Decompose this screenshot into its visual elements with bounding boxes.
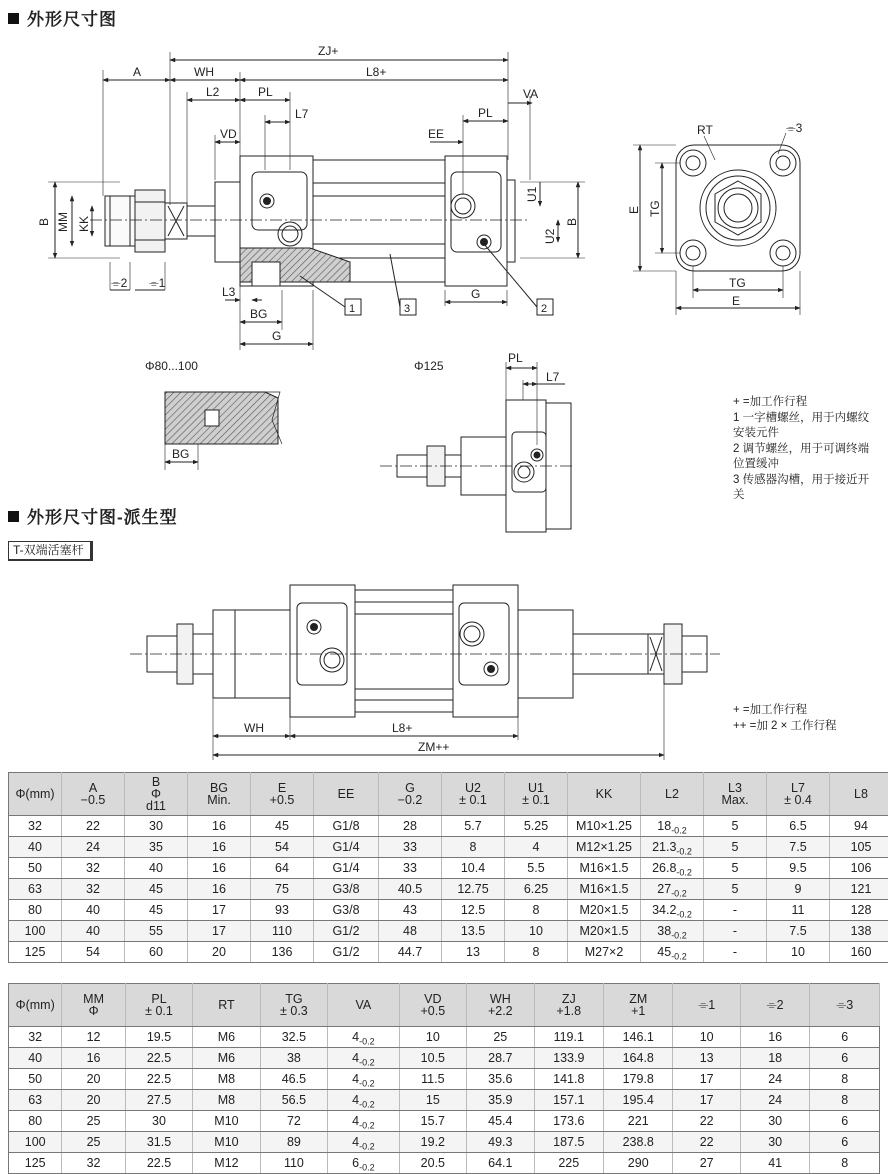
table-cell: 17 xyxy=(188,921,251,942)
table-cell: $4_{-0.2}$ xyxy=(328,1027,399,1048)
column-header: KK xyxy=(568,773,641,816)
table-cell: $4_{-0.2}$ xyxy=(328,1111,399,1132)
table-cell: 89 xyxy=(260,1132,327,1153)
table-cell: 10 xyxy=(399,1027,466,1048)
table-cell: 16 xyxy=(188,879,251,900)
table-cell: 33 xyxy=(379,858,442,879)
table-cell: 8 xyxy=(505,900,568,921)
column-header: BG Min. xyxy=(188,773,251,816)
table-cell: 10 xyxy=(505,921,568,942)
table-cell: 4 xyxy=(505,837,568,858)
callout-3: 3 xyxy=(404,303,410,315)
table-cell: 22 xyxy=(62,816,125,837)
dim-label-pl: PL xyxy=(258,85,273,99)
table-cell: 20 xyxy=(62,1090,125,1111)
dim-label-zj: ZJ+ xyxy=(318,44,338,58)
table-cell: 72 xyxy=(260,1111,327,1132)
table-cell: M6 xyxy=(193,1027,260,1048)
table-row xyxy=(9,816,888,837)
table-cell: 16 xyxy=(62,1048,125,1069)
table-cell: $4_{-0.2}$ xyxy=(328,1132,399,1153)
table-row xyxy=(9,1027,880,1048)
detail-label-bg: BG xyxy=(172,447,189,461)
table-cell: 19.2 xyxy=(399,1132,466,1153)
table-cell: 119.1 xyxy=(534,1027,603,1048)
dim-label-a: A xyxy=(133,65,141,79)
table-cell: 40 xyxy=(62,921,125,942)
column-header: U2 ± 0.1 xyxy=(442,773,505,816)
table-cell: M20×1.5 xyxy=(568,900,641,921)
table-cell: 179.8 xyxy=(604,1069,673,1090)
table-cell: 24 xyxy=(740,1090,809,1111)
table-cell: 55 xyxy=(125,921,188,942)
dim-label-rt: RT xyxy=(697,123,713,137)
column-header: L3 Max. xyxy=(704,773,767,816)
table-cell: 30 xyxy=(125,1111,192,1132)
table-cell: 125 xyxy=(9,942,62,963)
table-cell: 54 xyxy=(62,942,125,963)
table-cell: M12×1.25 xyxy=(568,837,641,858)
table-cell: M20×1.5 xyxy=(568,921,641,942)
table-cell: 6 xyxy=(810,1027,880,1048)
dim-label-u1: U1 xyxy=(525,186,539,202)
spec-table-1 xyxy=(8,772,888,963)
table-cell: 40 xyxy=(125,858,188,879)
detail-label-pl: PL xyxy=(508,351,523,365)
table-cell: G1/8 xyxy=(314,816,379,837)
table-cell: - xyxy=(704,942,767,963)
notes-variant: + =加工作行程 ++ =加 2 × 工作行程 xyxy=(733,703,837,734)
table-cell: 8 xyxy=(810,1069,880,1090)
detail-title-125: Φ125 xyxy=(414,359,444,373)
table-cell: 41 xyxy=(740,1153,809,1174)
column-header: VA xyxy=(328,984,399,1027)
dim-label-l8: L8+ xyxy=(366,65,386,79)
table-cell: 56.5 xyxy=(260,1090,327,1111)
table-row xyxy=(9,921,888,942)
dim-label-u2: U2 xyxy=(543,228,557,244)
table-cell: 6 xyxy=(810,1048,880,1069)
table-cell: 13 xyxy=(442,942,505,963)
table-cell: 30 xyxy=(125,816,188,837)
table-cell: 221 xyxy=(604,1111,673,1132)
column-header: B Φ d11 xyxy=(125,773,188,816)
table-cell: 40.5 xyxy=(379,879,442,900)
table-cell: $45_{-0.2}$ xyxy=(641,942,704,963)
table-cell: 121 xyxy=(830,879,888,900)
table-cell: 40 xyxy=(9,837,62,858)
table-cell: M6 xyxy=(193,1048,260,1069)
table-cell: 44.7 xyxy=(379,942,442,963)
table-cell: 80 xyxy=(9,1111,62,1132)
table-cell: 45 xyxy=(125,879,188,900)
table-cell: - xyxy=(704,921,767,942)
table-cell: 105 xyxy=(830,837,888,858)
notes-main: + =加工作行程 1 一字槽螺丝，用于内螺纹 安装元件 2 调节螺丝，用于可调终端 位置缓冲 3 传感器沟槽，用于接近开 关 xyxy=(733,395,869,504)
table-row xyxy=(9,837,888,858)
table-row xyxy=(9,1153,880,1174)
table-cell: 35.6 xyxy=(467,1069,534,1090)
table-cell: 35 xyxy=(125,837,188,858)
table-cell: 11 xyxy=(767,900,830,921)
table-cell: 32 xyxy=(9,816,62,837)
table-cell: 15.7 xyxy=(399,1111,466,1132)
callout-1: 1 xyxy=(349,303,355,315)
table-cell: 17 xyxy=(673,1090,740,1111)
table-cell: 106 xyxy=(830,858,888,879)
table-cell: 32.5 xyxy=(260,1027,327,1048)
table-cell: 110 xyxy=(251,921,314,942)
table-cell: 28 xyxy=(379,816,442,837)
table-cell: 48 xyxy=(379,921,442,942)
table-cell: 45 xyxy=(251,816,314,837)
table-cell: 13 xyxy=(673,1048,740,1069)
dim-label-e-vertical: E xyxy=(627,206,641,214)
table-cell: 15 xyxy=(399,1090,466,1111)
table-cell: 125 xyxy=(9,1153,62,1174)
column-header: VD +0.5 xyxy=(399,984,466,1027)
table-cell: 100 xyxy=(9,921,62,942)
column-header: ⌯2 xyxy=(740,984,809,1027)
dim-label-l7: L7 xyxy=(295,107,309,121)
table-cell: 30 xyxy=(740,1111,809,1132)
table-cell: 10 xyxy=(673,1027,740,1048)
column-header: ZM +1 xyxy=(604,984,673,1027)
table-cell: 9.5 xyxy=(767,858,830,879)
dim-label-g-rear: G xyxy=(471,287,480,301)
detail-125 xyxy=(380,362,575,532)
variant-label-wh: WH xyxy=(244,721,264,735)
table-cell: 6.5 xyxy=(767,816,830,837)
dim-label-pl-rear: PL xyxy=(478,106,493,120)
column-header: G −0.2 xyxy=(379,773,442,816)
table-cell: 100 xyxy=(9,1132,62,1153)
table-row xyxy=(9,900,888,921)
table-cell: $21.3_{-0.2}$ xyxy=(641,837,704,858)
table-row xyxy=(9,858,888,879)
column-header: PL ± 0.1 xyxy=(125,984,192,1027)
column-header: L8 xyxy=(830,773,888,816)
table-cell: 54 xyxy=(251,837,314,858)
table-cell: 27.5 xyxy=(125,1090,192,1111)
column-header: E +0.5 xyxy=(251,773,314,816)
table-cell: 30 xyxy=(740,1132,809,1153)
section-title-variant: 外形尺寸图-派生型 xyxy=(8,503,178,528)
callout-2: 2 xyxy=(541,303,547,315)
table-cell: 32 xyxy=(62,858,125,879)
rod-end-side xyxy=(105,182,240,262)
column-header: ⌯3 xyxy=(810,984,880,1027)
table-cell: 94 xyxy=(830,816,888,837)
table-cell: $26.8_{-0.2}$ xyxy=(641,858,704,879)
dim-label-mm: MM xyxy=(56,212,70,232)
column-header: EE xyxy=(314,773,379,816)
table-row xyxy=(9,1069,880,1090)
column-header: WH +2.2 xyxy=(467,984,534,1027)
table-cell: 8 xyxy=(505,942,568,963)
table-cell: 20 xyxy=(62,1069,125,1090)
table-cell: 18 xyxy=(740,1048,809,1069)
table-cell: 43 xyxy=(379,900,442,921)
table-cell: 8 xyxy=(810,1153,880,1174)
dim-label-ee: EE xyxy=(428,127,444,141)
table-cell: 133.9 xyxy=(534,1048,603,1069)
table-cell: G3/8 xyxy=(314,900,379,921)
table-cell: 157.1 xyxy=(534,1090,603,1111)
table-cell: 110 xyxy=(260,1153,327,1174)
table-cell: 75 xyxy=(251,879,314,900)
column-header: TG ± 0.3 xyxy=(260,984,327,1027)
table-cell: $4_{-0.2}$ xyxy=(328,1069,399,1090)
table-cell: 187.5 xyxy=(534,1132,603,1153)
table-cell: 10.4 xyxy=(442,858,505,879)
variant-label-zm: ZM++ xyxy=(418,740,449,754)
table-cell: 45 xyxy=(125,900,188,921)
double-rod-cylinder xyxy=(130,585,720,717)
variant-label-l8: L8+ xyxy=(392,721,412,735)
table-cell: 64.1 xyxy=(467,1153,534,1174)
column-header: ZJ +1.8 xyxy=(534,984,603,1027)
table-cell: M27×2 xyxy=(568,942,641,963)
table-cell: M8 xyxy=(193,1069,260,1090)
table-cell: 12 xyxy=(62,1027,125,1048)
table-cell: 164.8 xyxy=(604,1048,673,1069)
table-cell: 17 xyxy=(673,1069,740,1090)
table-cell: 5.5 xyxy=(505,858,568,879)
table-cell: 290 xyxy=(604,1153,673,1174)
table-cell: M12 xyxy=(193,1153,260,1174)
table-cell: 63 xyxy=(9,879,62,900)
table-cell: 32 xyxy=(9,1027,62,1048)
detail-title-80-100: Φ80...100 xyxy=(145,359,198,373)
table-cell: 25 xyxy=(467,1027,534,1048)
table-cell: 8 xyxy=(442,837,505,858)
table-cell: 16 xyxy=(188,858,251,879)
table-cell: 93 xyxy=(251,900,314,921)
table-cell: 38 xyxy=(260,1048,327,1069)
table-cell: 9 xyxy=(767,879,830,900)
column-header: Φ(mm) xyxy=(9,773,62,816)
table-cell: 8 xyxy=(810,1090,880,1111)
table-cell: 16 xyxy=(740,1027,809,1048)
table-row xyxy=(9,1090,880,1111)
table-cell: 19.5 xyxy=(125,1027,192,1048)
table-cell: $4_{-0.2}$ xyxy=(328,1090,399,1111)
table-cell: $27_{-0.2}$ xyxy=(641,879,704,900)
table-cell: 128 xyxy=(830,900,888,921)
column-header: RT xyxy=(193,984,260,1027)
table-cell: 22 xyxy=(673,1132,740,1153)
table-cell: G1/2 xyxy=(314,921,379,942)
table-cell: 35.9 xyxy=(467,1090,534,1111)
rear-cover xyxy=(445,156,515,286)
table-cell: 146.1 xyxy=(604,1027,673,1048)
table-cell: $4_{-0.2}$ xyxy=(328,1048,399,1069)
table-cell: 16 xyxy=(188,837,251,858)
table-cell: 25 xyxy=(62,1132,125,1153)
dim-label-vd: VD xyxy=(220,127,237,141)
dim-label-l2: L2 xyxy=(206,85,220,99)
table-cell: 80 xyxy=(9,900,62,921)
dim-label-e: E xyxy=(732,294,740,308)
table-cell: 50 xyxy=(9,858,62,879)
table-cell: 136 xyxy=(251,942,314,963)
table-cell: 46.5 xyxy=(260,1069,327,1090)
table-cell: 40 xyxy=(62,900,125,921)
table-cell: 10 xyxy=(767,942,830,963)
table-cell: 49.3 xyxy=(467,1132,534,1153)
end-view xyxy=(676,145,800,271)
dim-label-tg-vertical: TG xyxy=(648,200,662,217)
table-cell: 7.5 xyxy=(767,837,830,858)
table-row xyxy=(9,942,888,963)
table-cell: 22.5 xyxy=(125,1069,192,1090)
section-title-dimensions: 外形尺寸图 xyxy=(8,5,117,30)
column-header: L7 ± 0.4 xyxy=(767,773,830,816)
spec-table-2 xyxy=(8,983,880,1174)
table-cell: 20 xyxy=(188,942,251,963)
table-cell: 141.8 xyxy=(534,1069,603,1090)
table-cell: 25 xyxy=(62,1111,125,1132)
table-cell: 7.5 xyxy=(767,921,830,942)
table-cell: 22.5 xyxy=(125,1048,192,1069)
table-cell: M10 xyxy=(193,1111,260,1132)
table-cell: M16×1.5 xyxy=(568,879,641,900)
table-cell: 32 xyxy=(62,879,125,900)
table-cell: 225 xyxy=(534,1153,603,1174)
dim-label-wrench2: ⌯2 xyxy=(111,276,128,290)
table-cell: G1/4 xyxy=(314,858,379,879)
table-cell: 22 xyxy=(673,1111,740,1132)
dim-label-tg: TG xyxy=(729,276,746,290)
table-row xyxy=(9,879,888,900)
column-header: L2 xyxy=(641,773,704,816)
table-cell: 32 xyxy=(62,1153,125,1174)
table-cell: M10×1.25 xyxy=(568,816,641,837)
table-row xyxy=(9,1048,880,1069)
table-cell: 22.5 xyxy=(125,1153,192,1174)
table-cell: 40 xyxy=(9,1048,62,1069)
table-cell: 63 xyxy=(9,1090,62,1111)
table-cell: 13.5 xyxy=(442,921,505,942)
table-cell: 5 xyxy=(704,879,767,900)
table-cell: 31.5 xyxy=(125,1132,192,1153)
table-cell: 5.7 xyxy=(442,816,505,837)
table-cell: 195.4 xyxy=(604,1090,673,1111)
table-cell: 12.5 xyxy=(442,900,505,921)
table-cell: 5.25 xyxy=(505,816,568,837)
table-cell: 238.8 xyxy=(604,1132,673,1153)
table-cell: 5 xyxy=(704,837,767,858)
table-cell: 138 xyxy=(830,921,888,942)
column-header: MM Φ xyxy=(62,984,125,1027)
table-cell: 11.5 xyxy=(399,1069,466,1090)
table-cell: 6.25 xyxy=(505,879,568,900)
table-cell: $18_{-0.2}$ xyxy=(641,816,704,837)
column-header: A −0.5 xyxy=(62,773,125,816)
table-cell: $6_{-0.2}$ xyxy=(328,1153,399,1174)
dim-label-l3: L3 xyxy=(222,285,236,299)
table-cell: 5 xyxy=(704,858,767,879)
variant-tag: T-双端活塞杆 xyxy=(8,541,93,561)
table-cell: G1/4 xyxy=(314,837,379,858)
table-cell: 60 xyxy=(125,942,188,963)
dim-label-wh: WH xyxy=(194,65,214,79)
dim-label-g-front: G xyxy=(272,329,281,343)
dim-label-va: VA xyxy=(523,87,538,101)
table-cell: 17 xyxy=(188,900,251,921)
table-cell: G1/2 xyxy=(314,942,379,963)
table-cell: M8 xyxy=(193,1090,260,1111)
table-cell: 20.5 xyxy=(399,1153,466,1174)
table-row xyxy=(9,1111,880,1132)
table-cell: 50 xyxy=(9,1069,62,1090)
table-cell: 10.5 xyxy=(399,1048,466,1069)
table-cell: $38_{-0.2}$ xyxy=(641,921,704,942)
table-cell: 6 xyxy=(810,1111,880,1132)
table-cell: 27 xyxy=(673,1153,740,1174)
detail-label-l7: L7 xyxy=(546,370,560,384)
table-cell: G3/8 xyxy=(314,879,379,900)
table-cell: 6 xyxy=(810,1132,880,1153)
column-header: ⌯1 xyxy=(673,984,740,1027)
table-cell: 160 xyxy=(830,942,888,963)
table-cell: $34.2_{-0.2}$ xyxy=(641,900,704,921)
table-row xyxy=(9,1132,880,1153)
dim-label-wrench3: ⌯3 xyxy=(786,121,803,135)
table-cell: - xyxy=(704,900,767,921)
table-cell: 24 xyxy=(62,837,125,858)
table-cell: 24 xyxy=(740,1069,809,1090)
dim-label-bg: BG xyxy=(250,307,267,321)
table-cell: 173.6 xyxy=(534,1111,603,1132)
table-cell: 64 xyxy=(251,858,314,879)
table-cell: 16 xyxy=(188,816,251,837)
table-cell: 33 xyxy=(379,837,442,858)
column-header: Φ(mm) xyxy=(9,984,62,1027)
table-cell: 45.4 xyxy=(467,1111,534,1132)
table-header-row xyxy=(9,984,880,1027)
table-cell: 5 xyxy=(704,816,767,837)
table-cell: 12.75 xyxy=(442,879,505,900)
table-header-row xyxy=(9,773,888,816)
dim-label-kk: KK xyxy=(77,216,91,232)
dim-label-b-right: B xyxy=(565,218,579,226)
column-header: U1 ± 0.1 xyxy=(505,773,568,816)
dim-label-b-left: B xyxy=(37,218,51,226)
dim-label-wrench1: ⌯1 xyxy=(149,276,166,290)
table-cell: M10 xyxy=(193,1132,260,1153)
table-cell: 28.7 xyxy=(467,1048,534,1069)
table-cell: M16×1.5 xyxy=(568,858,641,879)
